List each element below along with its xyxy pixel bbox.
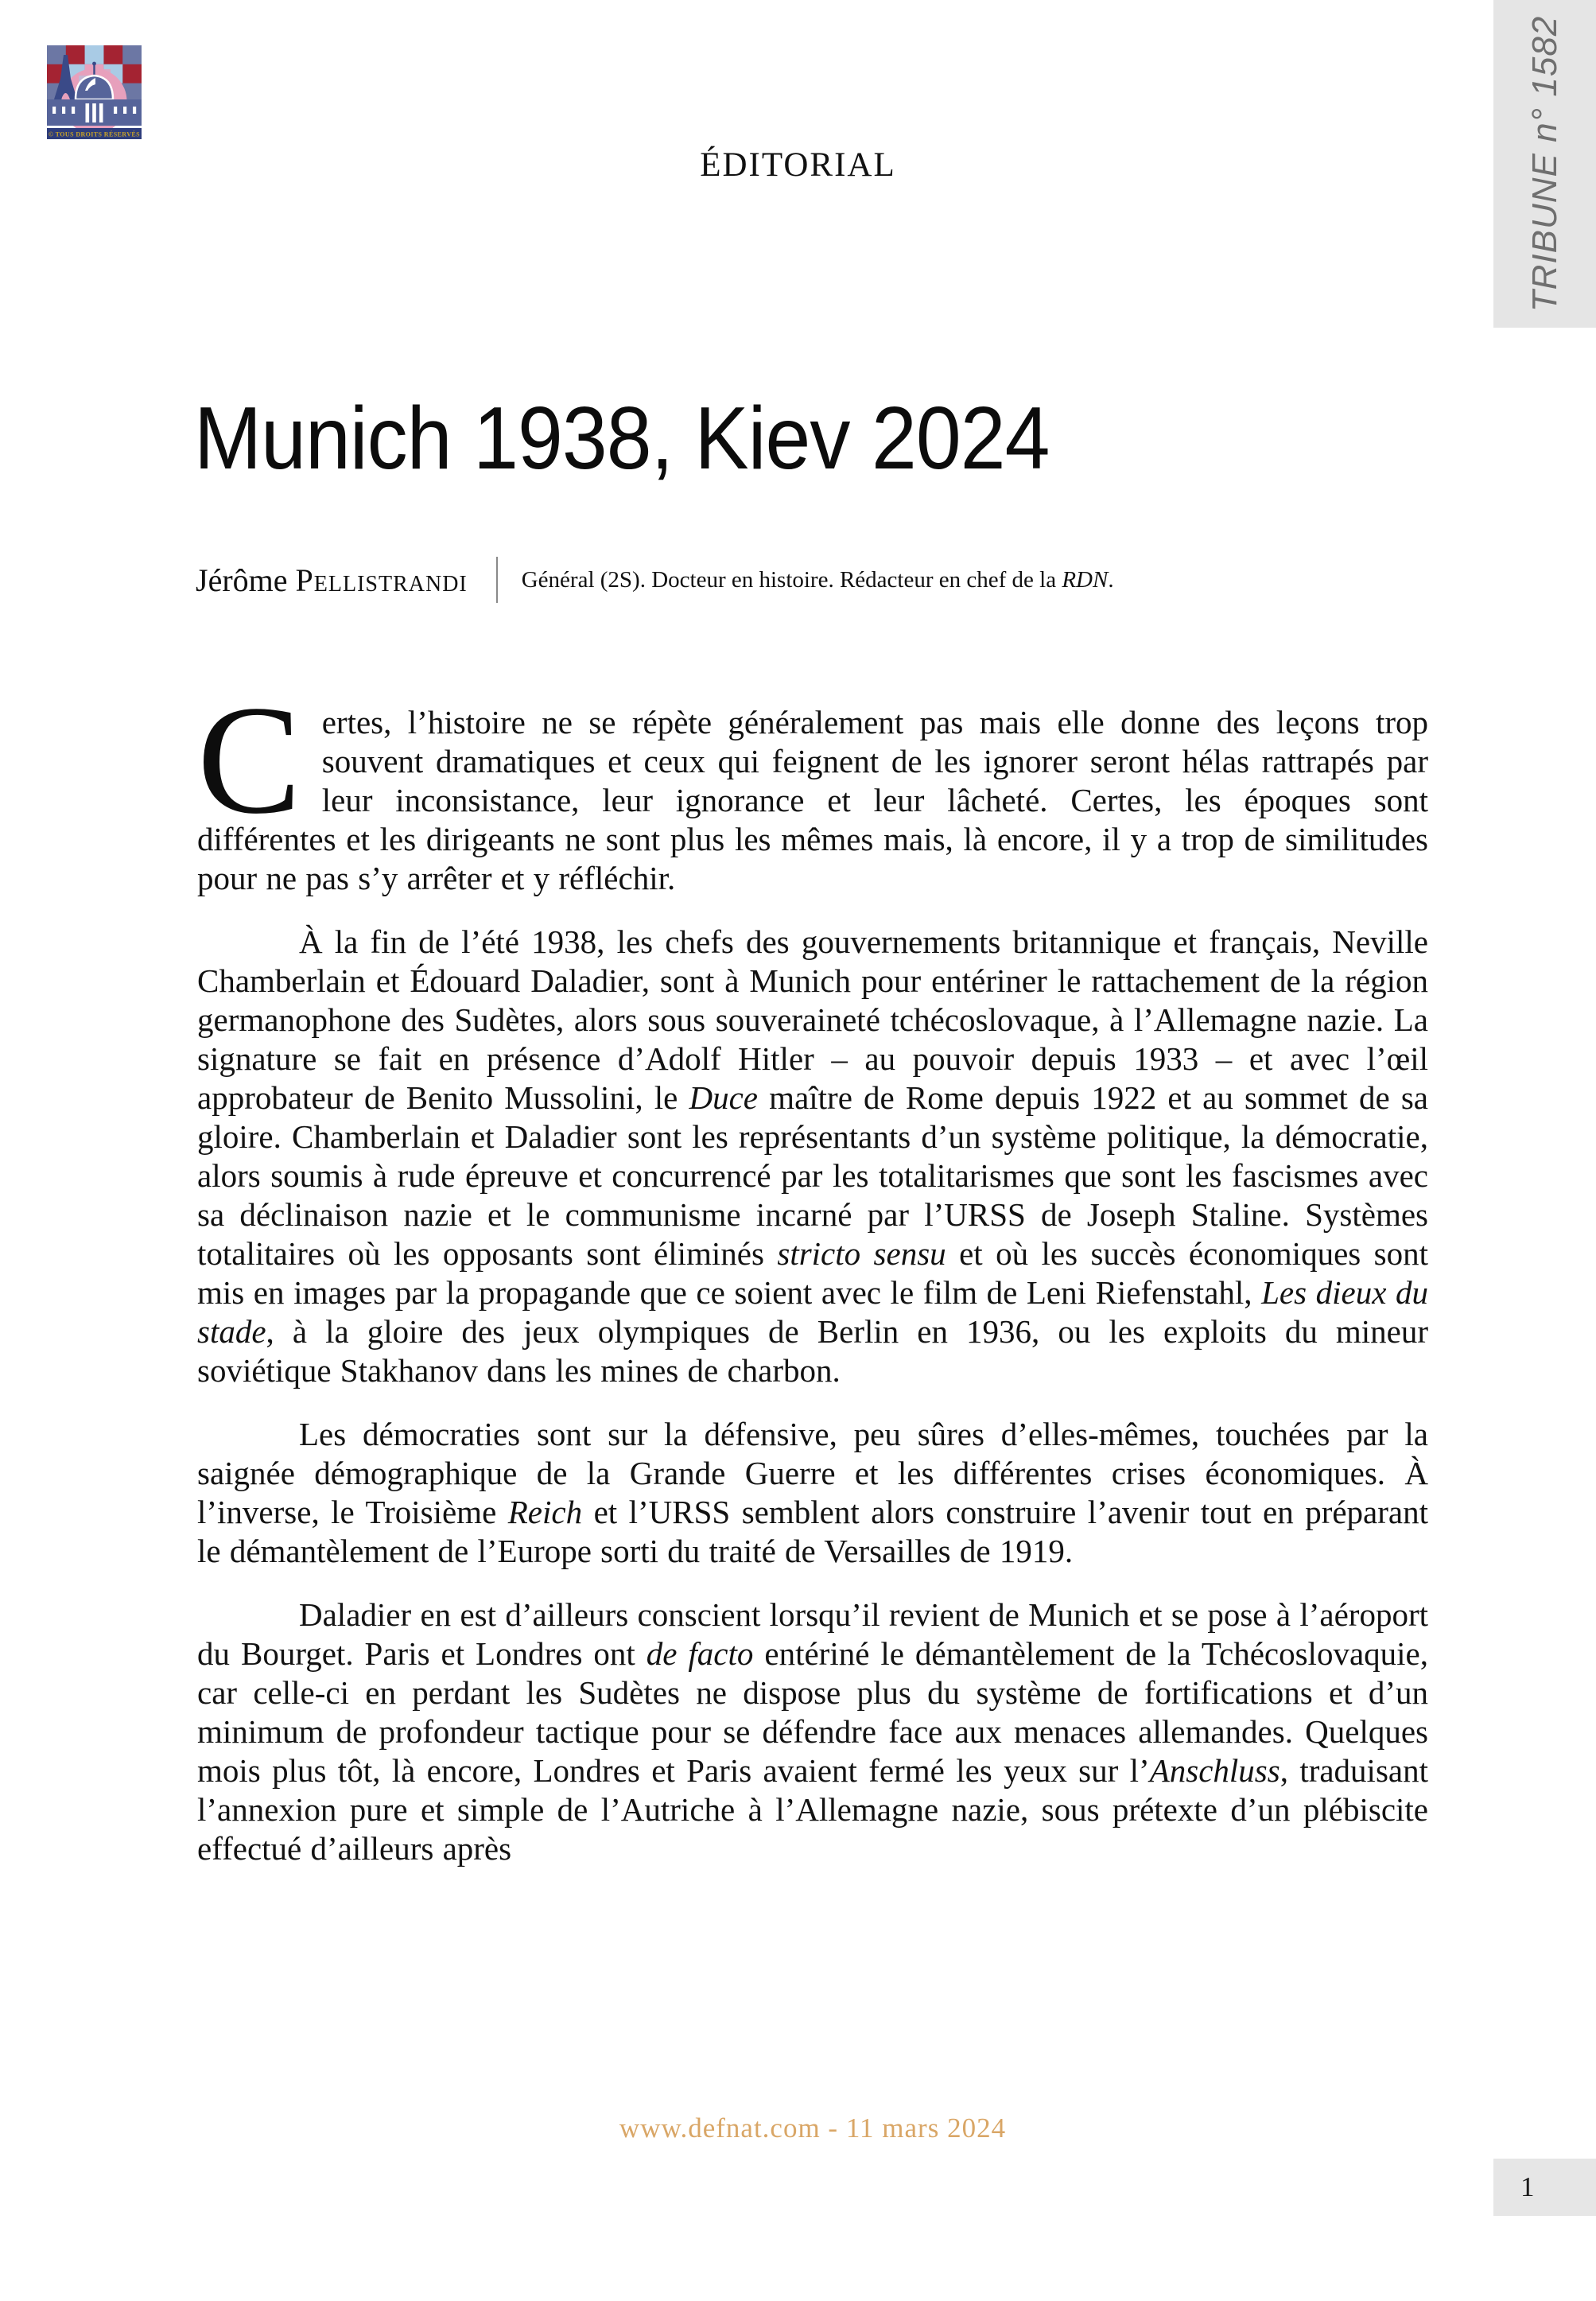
author-bio: Général (2S). Docteur en histoire. Rédacteur en chef de la RDN. — [521, 566, 1114, 593]
section-heading: ÉDITORIAL — [700, 146, 896, 184]
logo-banner-text: © TOUS DROITS RÉSERVÉS — [49, 130, 140, 138]
page-number: 1 — [1520, 2171, 1535, 2202]
page-number-box — [1493, 2159, 1596, 2216]
paragraph: Daladier en est d’ailleurs conscient lorsqu’il revient de Munich et se pose à l’aéroport du Bourget. Paris et Londres ont de facto entériné le démantèlement de la Tchécoslovaquie, car celle-ci en perdant les Sudètes ne dispose plus du système de fortifications et d’un minimum de profondeur tactique pour se défendre face aux menaces allemandes. Quelques mois plus tôt, là encore, Londres et Paris avaient fermé les yeux sur l’Anschluss, traduisant l’annexion pure et simple de l’Autriche à l’Allemagne nazie, sous prétexte d’un plébiscite effectué d’ailleurs après — [197, 1596, 1428, 1867]
paragraph: À la fin de l’été 1938, les chefs des gouvernements britannique et français, Neville Chamberlain et Édouard Daladier, sont à Munich pour entériner le rattachement de la région germanophone des Sudètes, alors sous souveraineté tchécoslovaque, à l’Allemagne nazie. La signature se fait en présence d’Adolf Hitler – au pouvoir depuis 1933 – et avec l’œil approbateur de Benito Mussolini, le Duce maître de Rome depuis 1922 et au sommet de sa gloire. Chamberlain et Daladier sont les représentants d’un système politique, la démocratie, alors soumis à rude épreuve et concurrencé par les totalitarismes que sont les fascismes avec sa déclinaison nazie et le communisme incarné par l’URSS de Joseph Staline. Systèmes totalitaires où les opposants sont éliminés stricto sensu et où les succès économiques sont mis en images par la propagande que ce soient avec le film de Leni Riefenstahl, Les dieux du stade, à la gloire des jeux olympiques de Berlin en 1936, ou les exploits du mineur soviétique Stakhanov dans les mines de charbon. — [197, 923, 1428, 1389]
author-lastname: Pellistrandi — [295, 562, 468, 598]
rdn-logo-icon — [47, 45, 142, 139]
paragraph: Certes, l’histoire ne se répète généralement pas mais elle donne des leçons trop souvent dramatiques et ceux qui feignent de les ignorer seront hélas rattrapés par leur inconsistance, leur ignorance et leur lâcheté. Certes, les époques sont différentes et les dirigeants ne sont plus les mêmes mais, là encore, il y a trop de similitudes pour ne pas s’y arrêter et y réfléchir. — [197, 674, 1428, 896]
tribune-number-label: TRIBUNE n° 1582 — [1524, 15, 1564, 313]
author-divider-rule — [496, 557, 498, 603]
article-body — [197, 674, 1428, 1893]
article-title: Munich 1938, Kiev 2024 — [194, 389, 1050, 488]
rdn-logo — [47, 45, 142, 139]
paragraph: Les démocraties sont sur la défensive, peu sûres d’elles-mêmes, touchées par la saignée démographique de la Grande Guerre et les différentes crises économiques. À l’inverse, le Troisième Reich et l’URSS semblent alors construire l’avenir tout en préparant le démantèlement de l’Europe sorti du traité de Versailles de 1919. — [197, 1416, 1428, 1569]
drop-cap: C — [197, 674, 301, 846]
author-row — [196, 557, 1436, 603]
website-link[interactable]: www.defnat.com - 11 mars 2024 — [619, 2112, 1007, 2144]
author-name: Jérôme Pellistrandi — [196, 562, 468, 598]
